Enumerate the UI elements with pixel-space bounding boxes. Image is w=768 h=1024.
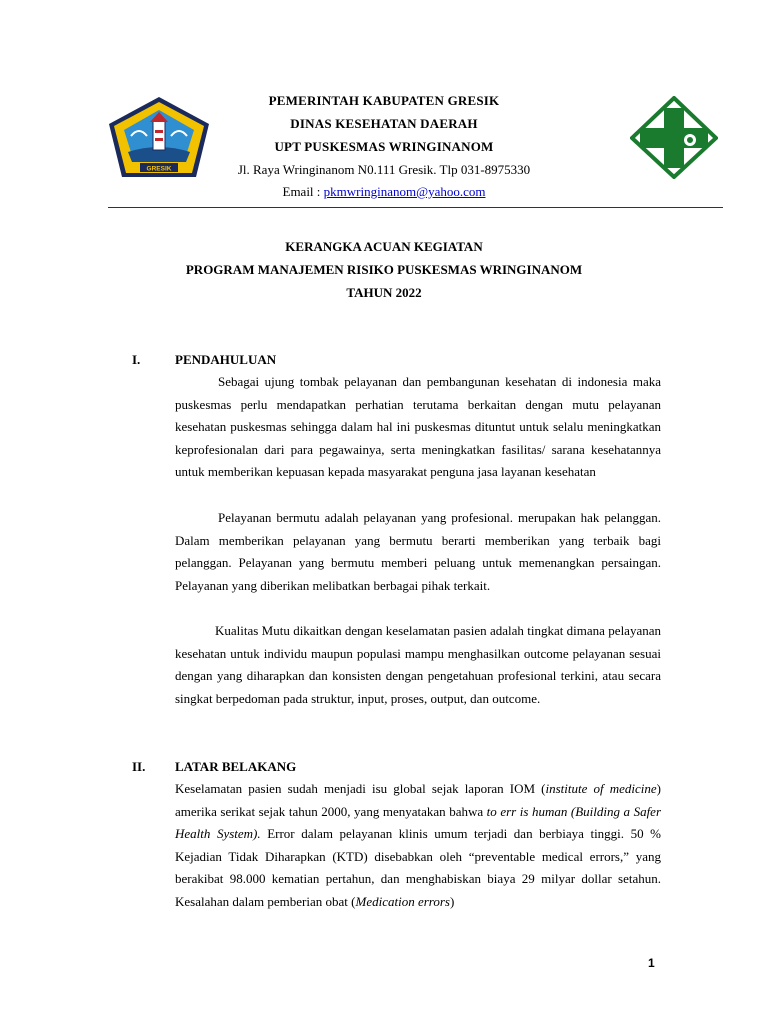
header-address: Jl. Raya Wringinanom N0.111 Gresik. Tlp 031-8975330 bbox=[237, 162, 531, 177]
doc-title-2: PROGRAM MANAJEMEN RISIKO PUSKESMAS WRINGINANOM bbox=[185, 262, 583, 277]
section-1-paragraph-3: Kualitas Mutu dikaitkan dengan keselamatan pasien adalah tingkat dimana pelayanan kesehatan untuk individu maupun populasi mampu menghasilkan outcome pelayanan sesuai dengan yang diharapkan dan konsisten dengan pengetahuan profesional terkini, atau secara singkat berpedoman pada struktur, input, proses, output, dan outcome. bbox=[175, 623, 661, 706]
header-line-2: DINAS KESEHATAN DAERAH bbox=[290, 116, 478, 131]
section-1-number: I. bbox=[132, 352, 141, 367]
page-number: 1 bbox=[648, 956, 655, 970]
logo-text: GRESIK bbox=[146, 165, 172, 173]
section-2-number: II. bbox=[132, 759, 146, 774]
section-2-paragraph-1: Keselamatan pasien sudah menjadi isu global sejak laporan IOM (institute of medicine) amerika serikat sejak tahun 2000, yang menyatakan bahwa to err is human (Building a Safer Health System). Error dalam pelayanan klinis umum terjadi dan berbiaya tinggi. 50 % Kejadian Tidak Diharapkan (KTD) disebabkan oleh “preventable medical errors,” yang berakibat 98.000 kematian pertahun, dan menghabiskan biaya 29 milyar dollar setahun. Kesalahan dalam pemberian obat (Medication errors) bbox=[175, 781, 662, 909]
section-2-heading: LATAR BELAKANG bbox=[175, 759, 297, 774]
header-line-3: UPT PUSKESMAS WRINGINANOM bbox=[274, 139, 494, 154]
doc-title-1: KERANGKA ACUAN KEGIATAN bbox=[285, 239, 483, 254]
section-1-paragraph-2: Pelayanan bermutu adalah pelayanan yang profesional. merupakan hak pelanggan. Dalam memberikan pelayanan yang bermutu berarti memberikan yang terbaik bagi pelanggan. Pelayanan yang bermutu memberi peluang untuk memenangkan persaingan. Pelayanan yang diberikan melibatkan berbagai pihak terkait. bbox=[175, 510, 661, 593]
email-label: Email : bbox=[282, 184, 324, 199]
email-link[interactable]: pkmwringinanom@yahoo.com bbox=[323, 184, 486, 199]
header-email-line bbox=[0, 184, 768, 200]
header-divider bbox=[108, 207, 723, 208]
header-line-1: PEMERINTAH KABUPATEN GRESIK bbox=[268, 93, 500, 108]
doc-title-3: TAHUN 2022 bbox=[346, 285, 422, 300]
section-1-heading: PENDAHULUAN bbox=[175, 352, 277, 367]
section-1-paragraph-1: Sebagai ujung tombak pelayanan dan pembangunan kesehatan di indonesia maka puskesmas perlu mendapatkan perhatian terutama berkaitan dengan mutu pelayanan kesehatan puskesmas sehingga dalam hal ini puskesmas dituntut untuk selalu meningkatkan keprofesionalan dari para pegawainya, serta meningkatkan fasilitas/ sarana kesehatannya untuk memberikan kepuasan kepada masyarakat penguna jasa layanan kesehatan bbox=[175, 374, 661, 480]
